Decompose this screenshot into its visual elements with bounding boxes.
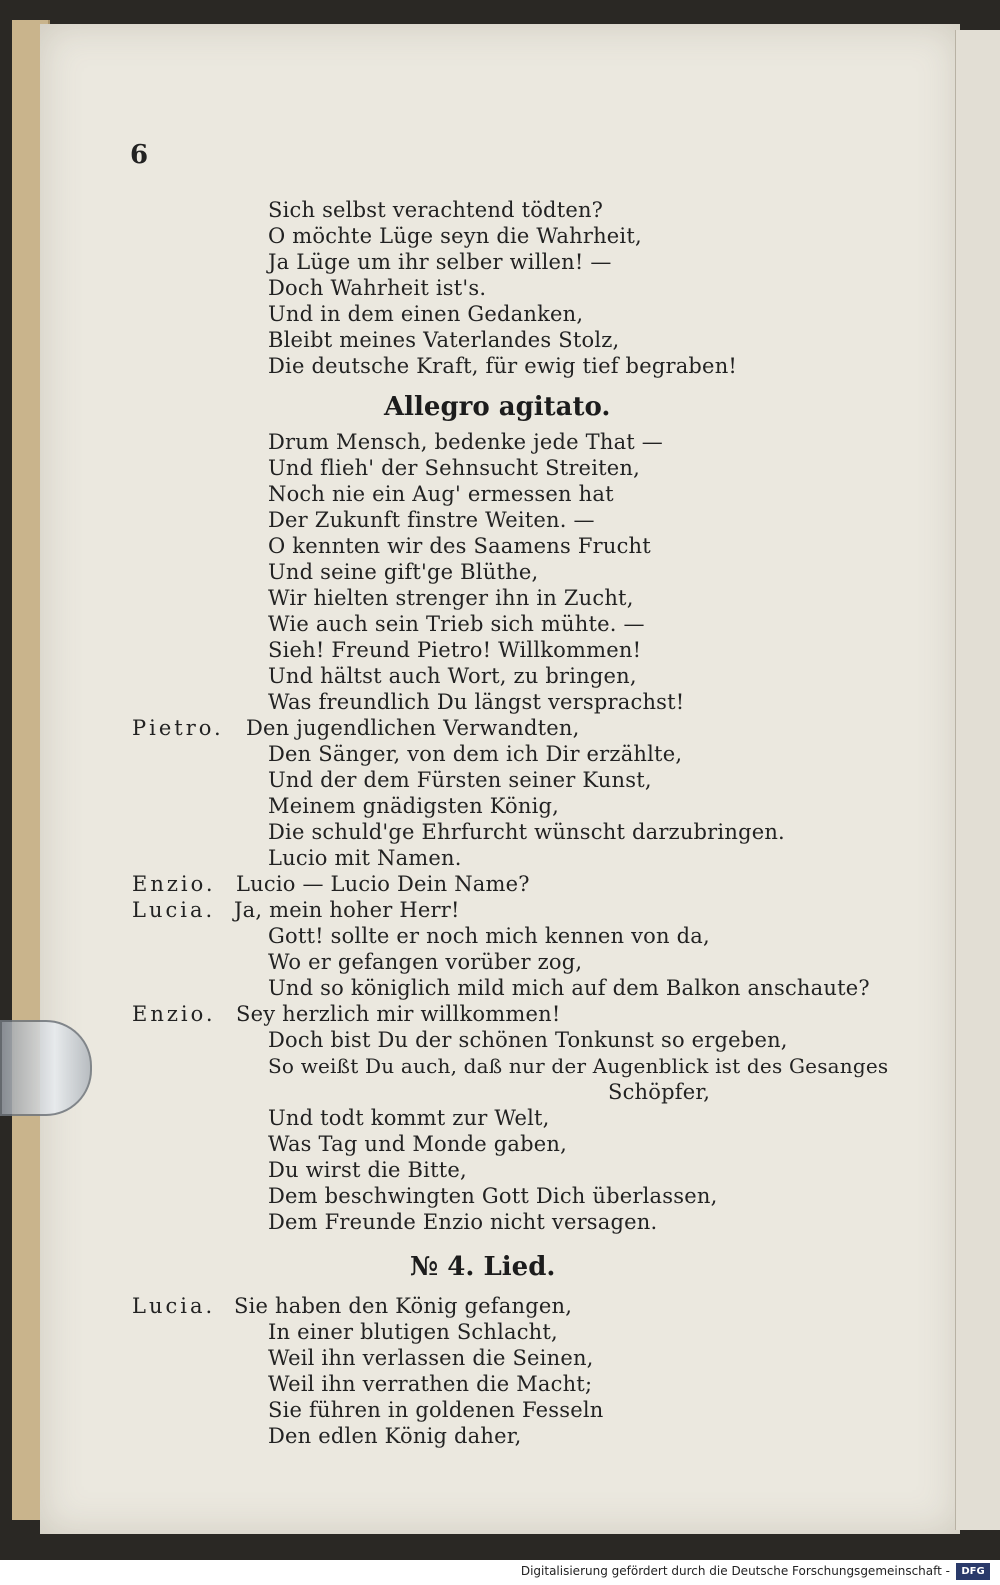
page-number: 6 (130, 140, 149, 170)
verse-line: Sey herzlich mir willkommen! (236, 1002, 561, 1026)
verse-line: Lucio mit Namen. (268, 846, 462, 870)
verse-line: Den edlen König daher, (268, 1424, 522, 1448)
verse-line: So weißt Du auch, daß nur der Augenblick ist des Gesanges (268, 1054, 889, 1078)
verse-line: Meinem gnädigsten König, (268, 794, 560, 818)
verse-line: Sie führen in goldenen Fesseln (268, 1398, 604, 1422)
verse-line: Wo er gefangen vorüber zog, (268, 950, 583, 974)
verse-line: Wie auch sein Trieb sich mühte. — (268, 612, 645, 636)
footer-credit: Digitalisierung gefördert durch die Deutsche Forschungsgemeinschaft - (520, 1564, 950, 1578)
verse-line: O möchte Lüge seyn die Wahrheit, (268, 224, 642, 248)
footer-bar (0, 1560, 1000, 1585)
speaker-name: Lucia. (132, 898, 216, 922)
verse-line: Weil ihn verlassen die Seinen, (268, 1346, 594, 1370)
verse-line: Sieh! Freund Pietro! Willkommen! (268, 638, 642, 662)
verse-line: Und seine gift'ge Blüthe, (268, 560, 539, 584)
verse-line: Und in dem einen Gedanken, (268, 302, 584, 326)
verse-line: Dem beschwingten Gott Dich überlassen, (268, 1184, 718, 1208)
verse-line: Doch Wahrheit ist's. (268, 276, 487, 300)
verse-line: Den Sänger, von dem ich Dir erzählte, (268, 742, 683, 766)
verse-line: Gott! sollte er noch mich kennen von da, (268, 924, 710, 948)
paper-clip (0, 1020, 92, 1116)
verse-line: Noch nie ein Aug' ermessen hat (268, 482, 614, 506)
verse-line: Ja Lüge um ihr selber willen! — (268, 250, 612, 274)
verse-line: In einer blutigen Schlacht, (268, 1320, 558, 1344)
verse-line: Weil ihn verrathen die Macht; (268, 1372, 593, 1396)
verse-line: Die schuld'ge Ehrfurcht wünscht darzubringen. (268, 820, 785, 844)
verse-line: Sich selbst verachtend tödten? (268, 198, 604, 222)
verse-line: Und der dem Fürsten seiner Kunst, (268, 768, 652, 792)
verse-line: Du wirst die Bitte, (268, 1158, 467, 1182)
verse-line: Bleibt meines Vaterlandes Stolz, (268, 328, 620, 352)
verse-line: O kennten wir des Saamens Frucht (268, 534, 651, 558)
speaker-name: Enzio. (132, 1002, 216, 1026)
dfg-logo: DFG (956, 1563, 990, 1580)
speaker-name: Enzio. (132, 872, 216, 896)
verse-line: Sie haben den König gefangen, (234, 1294, 573, 1318)
verse-line: Was Tag und Monde gaben, (268, 1132, 567, 1156)
verse-line: Was freundlich Du längst versprachst! (268, 690, 685, 714)
verse-line: Und todt kommt zur Welt, (268, 1106, 550, 1130)
speaker-name: Lucia. (132, 1294, 216, 1318)
verse-line: Und hältst auch Wort, zu bringen, (268, 664, 637, 688)
verse-line: Die deutsche Kraft, für ewig tief begraben! (268, 354, 738, 378)
verse-line: Ja, mein hoher Herr! (234, 898, 460, 922)
adjacent-page-edge (955, 30, 1000, 1530)
verse-line: Und so königlich mild mich auf dem Balkon anschaute? (268, 976, 870, 1000)
speaker-name: Pietro. (132, 716, 224, 740)
verse-line: Und flieh' der Sehnsucht Streiten, (268, 456, 640, 480)
section-heading: Allegro agitato. (384, 392, 611, 422)
verse-line: Der Zukunft finstre Weiten. — (268, 508, 595, 532)
verse-line: Wir hielten strenger ihn in Zucht, (268, 586, 634, 610)
verse-line: Lucio — Lucio Dein Name? (236, 872, 530, 896)
verse-line: Drum Mensch, bedenke jede That — (268, 430, 664, 454)
verse-line: Den jugendlichen Verwandten, (246, 716, 580, 740)
section-heading: № 4. Lied. (410, 1252, 556, 1282)
verse-line-overflow: Schöpfer, (608, 1080, 711, 1104)
verse-line: Dem Freunde Enzio nicht versagen. (268, 1210, 658, 1234)
verse-line: Doch bist Du der schönen Tonkunst so ergeben, (268, 1028, 788, 1052)
